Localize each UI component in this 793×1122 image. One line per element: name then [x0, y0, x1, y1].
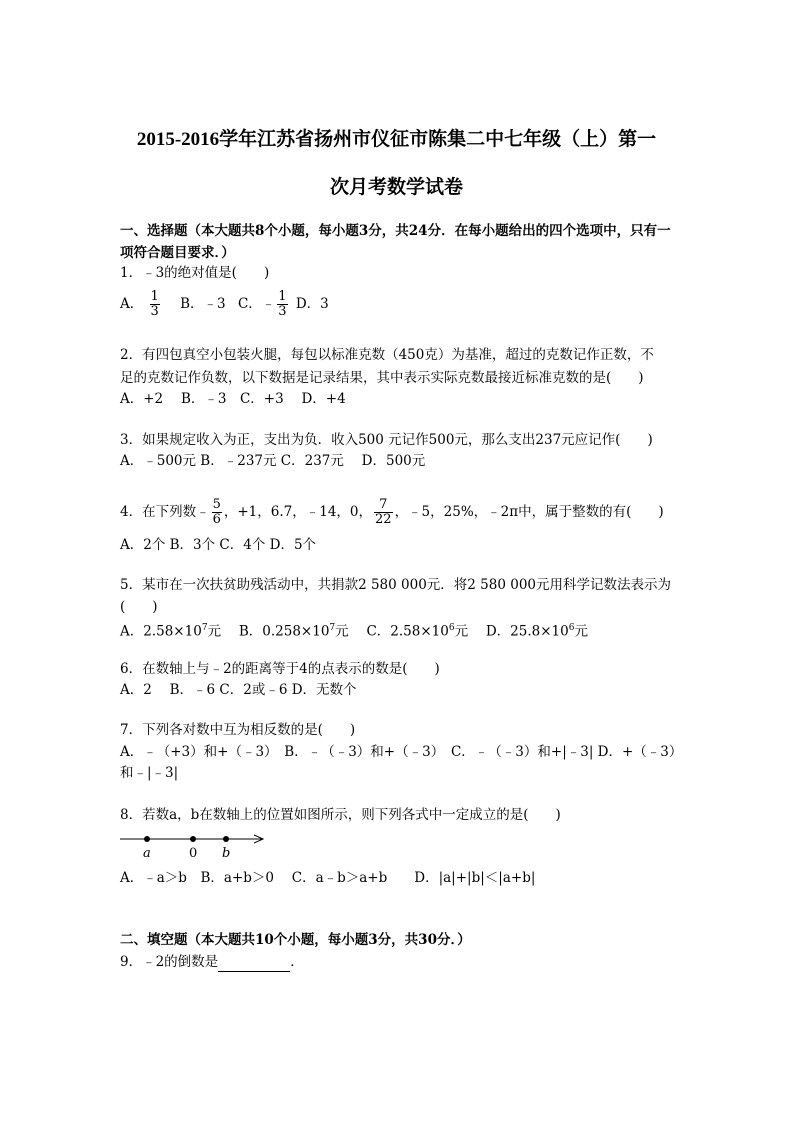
q3-options: A．﹣500元 B．﹣237元 C．237元 D．500元: [120, 453, 426, 469]
q5-option-b: B．0.258×10: [238, 623, 330, 640]
section-2-heading: 二、填空题（本大题共10个小题，每小题3分，共30分．）: [120, 932, 471, 948]
q2-line-1: 2．有四包真空小包装火腿，每包以标准克数（450克）为基准，超过的克数记作正数，不: [120, 347, 654, 363]
fraction-denominator: 3: [278, 304, 287, 319]
q4-middle: ，+1，6.7，﹣14，0，: [223, 504, 373, 520]
q1-option-c-fraction: [277, 290, 287, 319]
q5-line-1: 5．某市在一次扶贫助残活动中，共捐款2 580 000元．将2 580 000元用科学记数法表示为: [120, 577, 672, 593]
q9-end: ．: [290, 954, 304, 970]
fraction-denominator: 22: [375, 512, 392, 527]
title-line-1: 2015-2016学年江苏省扬州市仪征市陈集二中七年级（上）第一: [136, 129, 657, 150]
q5-option-b-unit: 元: [335, 623, 363, 640]
q5-option-a-unit: 元: [207, 623, 239, 640]
q6-stem: 6．在数轴上与﹣2的距离等于4的点表示的数是( ): [120, 661, 440, 677]
q5-option-c-exponent: 6: [448, 623, 455, 633]
q1-option-a-label: A．: [120, 296, 144, 312]
section-1-heading: 一、选择题（本大题共8个小题，每小题3分，共24分．在每小题给出的四个选项中，只有一项符合题目要求．）: [120, 223, 671, 261]
fraction-denominator: 3: [150, 304, 159, 319]
q5-options: [120, 618, 588, 642]
q4-prefix: 4．在下列数﹣: [120, 504, 210, 520]
q6-options: A．2 B．﹣6 C．2或﹣6 D．无数个: [120, 682, 357, 698]
fraction-numerator: 1: [150, 289, 159, 304]
q5-option-b-exponent: 7: [329, 623, 336, 633]
q4-options: A．2个 B．3个 C．4个 D．5个: [120, 537, 317, 553]
q9-line: [120, 952, 304, 972]
q7-options-line-2: 和﹣|﹣3|: [120, 765, 179, 781]
q5-option-a-exponent: 7: [201, 623, 208, 633]
q5-option-c: C．2.58×10: [366, 623, 449, 640]
q4-fraction-1: [212, 498, 222, 527]
q7-stem: 7．下列各对数中互为相反数的是( ): [120, 722, 356, 738]
fraction-numerator: 1: [278, 289, 287, 304]
number-line-label-zero: 0: [189, 846, 198, 861]
q4-suffix: ，﹣5，25%，﹣2π中，属于整数的有( ): [394, 504, 664, 520]
q7-options-line-1: A．﹣（+3）和+（﹣3） B．﹣（﹣3）和+（﹣3） C．﹣（﹣3）和+|﹣3| D．+（﹣3）: [120, 744, 683, 760]
q1-options: [120, 286, 329, 322]
fraction-denominator: 6: [212, 512, 221, 527]
fraction-numerator: 5: [212, 497, 221, 512]
q2-options: A．+2 B．﹣3 C．+3 D．+4: [120, 391, 346, 407]
q5-line-2: ( ): [120, 599, 158, 615]
q4-fraction-2: [374, 498, 393, 527]
q4-stem: [120, 494, 664, 530]
q1-option-c-label: C．﹣: [237, 296, 276, 312]
fraction-numerator: 7: [374, 498, 393, 513]
point-b: [223, 836, 229, 842]
q5-option-d: D．25.8×10: [485, 623, 569, 640]
q9-stem: 9．﹣2的倒数是: [120, 954, 219, 970]
q8-stem: 8．若数a，b在数轴上的位置如图所示，则下列各式中一定成立的是( ): [120, 807, 561, 823]
number-line-label-a: a: [143, 846, 151, 861]
q1-stem: 1．﹣3的绝对值是( ): [120, 265, 270, 281]
q3-stem: 3．如果规定收入为正，支出为负．收入500 元记作500元，那么支出237元应记作( ): [120, 432, 653, 448]
q5-option-d-exponent: 6: [568, 623, 575, 633]
q8-options: A．﹣a＞b B．a+b＞0 C．a﹣b＞a+b D．|a|+|b|＜|a+b|: [120, 870, 536, 886]
q5-option-c-unit: 元: [454, 623, 486, 640]
q1-option-d: D．3: [295, 296, 329, 312]
point-a: [144, 836, 150, 842]
q1-option-a-fraction: [150, 290, 160, 319]
q5-option-d-unit: 元: [574, 623, 588, 640]
q1-option-b: B．﹣3: [180, 296, 226, 312]
number-line-label-b: b: [222, 846, 231, 861]
title-line-2: 次月考数学试卷: [329, 177, 463, 198]
q9-answer-blank[interactable]: [218, 957, 290, 972]
q2-line-2: 足的克数记作负数，以下数据是记录结果，其中表示实际克数最接近标准克数的是( ): [120, 370, 644, 386]
q5-option-a: A．2.58×10: [120, 623, 202, 640]
point-zero: [190, 836, 196, 842]
